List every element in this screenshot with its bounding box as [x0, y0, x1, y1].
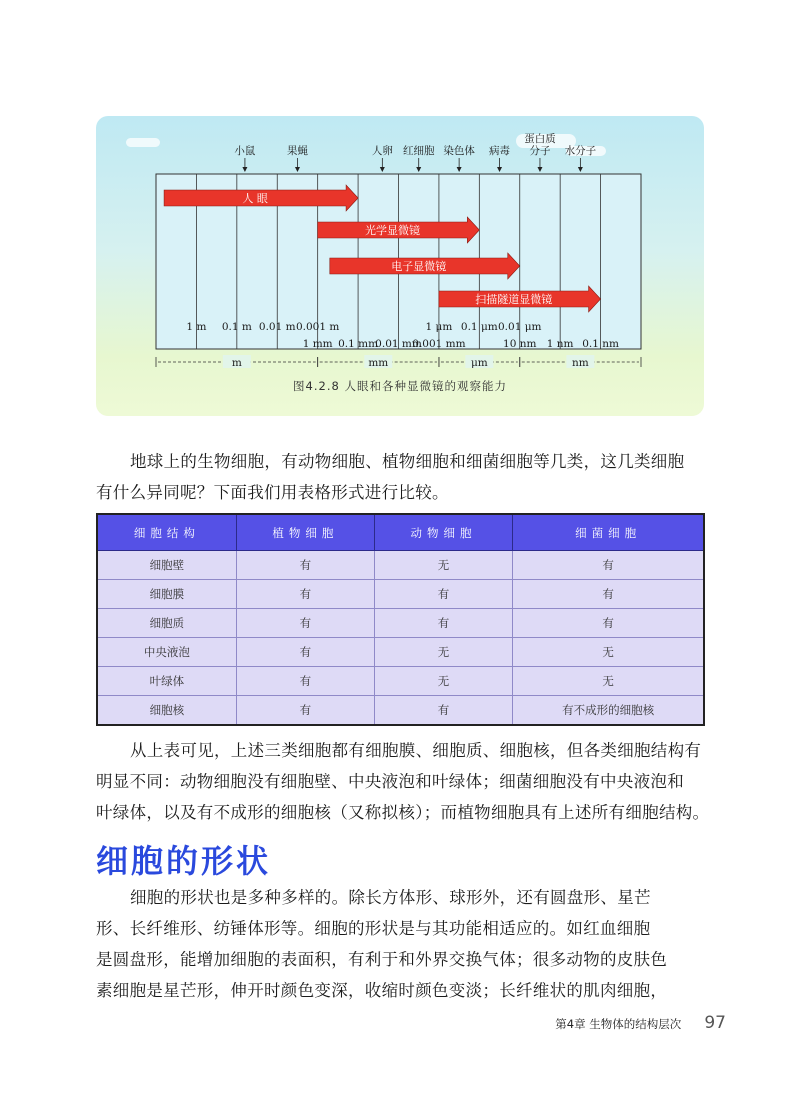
table-cell: 有: [374, 609, 512, 638]
scale-label-lower: 0.001 mm: [412, 338, 466, 350]
table-cell: 有: [513, 580, 704, 609]
range-label: 人 眼: [242, 192, 268, 205]
section-title: 细胞的形状: [96, 842, 272, 880]
summary-paragraph: [96, 735, 710, 828]
table-cell: 有: [236, 638, 374, 667]
summary-line: 明显不同：动物细胞没有细胞壁、中央液泡和叶绿体；细菌细胞没有中央液泡和: [96, 772, 684, 791]
scale-label-upper: 0.001 m: [295, 321, 340, 333]
shape-paragraph: [96, 882, 706, 1006]
table-cell: 细胞核: [97, 696, 236, 726]
object-label: 小鼠: [234, 145, 256, 157]
scale-label-lower: 0.01 mm: [375, 338, 422, 350]
object-tick-arrow: [457, 167, 462, 172]
summary-line: 从上表可见，上述三类细胞都有细胞膜、细胞质、细胞核，但各类细胞结构有: [130, 741, 702, 760]
object-label: 果蝇: [286, 145, 308, 157]
object-label: 蛋白质: [524, 133, 556, 145]
table-cell: 无: [374, 667, 512, 696]
table-cell: 细胞质: [97, 609, 236, 638]
table-row: [97, 609, 704, 638]
table-cell: 细胞壁: [97, 551, 236, 580]
scale-label-upper: 0.1 μm: [460, 321, 498, 333]
unit-label: μm: [470, 357, 488, 369]
scale-label-lower: 0.1 nm: [582, 338, 619, 350]
scale-label-upper: 1 m: [186, 321, 207, 333]
table-row: [97, 580, 704, 609]
object-tick-arrow: [578, 167, 583, 172]
object-tick-arrow: [416, 167, 421, 172]
table-cell: 有: [236, 551, 374, 580]
column-header: 动物细胞: [374, 514, 512, 551]
shape-line: 细胞的形状也是多种多样的。除长方体形、球形外，还有圆盘形、星芒: [130, 888, 651, 907]
scale-label-lower: 10 nm: [503, 338, 537, 350]
scale-label-upper: 0.01 μm: [498, 321, 542, 333]
table-cell: 有: [513, 609, 704, 638]
shape-line: 形、长纤维形、纺锤体形等。细胞的形状是与其功能相适应的。如红血细胞: [96, 919, 651, 938]
table-cell: 有: [236, 667, 374, 696]
table-cell: 中央液泡: [97, 638, 236, 667]
table-cell: 细胞膜: [97, 580, 236, 609]
object-tick-arrow: [537, 167, 542, 172]
object-label: 分子: [529, 145, 551, 157]
scale-chart: [96, 116, 704, 416]
shape-line: 是圆盘形，能增加细胞的表面积，有利于和外界交换气体；很多动物的皮肤色: [96, 950, 668, 969]
object-tick-arrow: [380, 167, 385, 172]
table-header-row: [97, 514, 704, 551]
table-cell: 有: [374, 580, 512, 609]
unit-label: mm: [368, 357, 389, 369]
shape-line: 素细胞是星芒形，伸开时颜色变深，收缩时颜色变淡；长纤维状的肌肉细胞，: [96, 981, 668, 1000]
table-row: [97, 638, 704, 667]
scale-label-upper: 0.1 m: [221, 321, 252, 333]
table-cell: 无: [374, 638, 512, 667]
scale-label-upper: 0.01 m: [258, 321, 296, 333]
range-label: 扫描隧道显微镜: [475, 293, 553, 306]
figure-observation-ability: [96, 116, 704, 416]
object-label: 染色体: [443, 145, 475, 157]
chapter-label: 第4章 生物体的结构层次: [555, 1017, 682, 1031]
object-label: 病毒: [489, 145, 511, 157]
table-cell: 有不成形的细胞核: [513, 696, 704, 726]
table-cell: 无: [513, 667, 704, 696]
table-cell: 有: [236, 580, 374, 609]
page-footer: [555, 1013, 726, 1033]
range-label: 电子显微镜: [391, 260, 447, 273]
object-tick-arrow: [497, 167, 502, 172]
scale-label-lower: 1 mm: [302, 338, 333, 350]
unit-label: nm: [572, 357, 589, 369]
table-cell: 有: [236, 609, 374, 638]
scale-label-lower: 1 nm: [546, 338, 574, 350]
table-row: [97, 551, 704, 580]
object-label: 水分子: [564, 145, 597, 157]
figure-caption: 图4.2.8 人眼和各种显微镜的观察能力: [293, 379, 507, 393]
range-label: 光学显微镜: [365, 224, 420, 237]
column-header: 植物细胞: [236, 514, 374, 551]
cell-comparison-table: [96, 513, 705, 726]
summary-line: 叶绿体，以及有不成形的细胞核（又称拟核）；而植物细胞具有上述所有细胞结构。: [96, 803, 710, 822]
table-cell: 无: [374, 551, 512, 580]
object-label: 人卵: [371, 145, 393, 157]
object-tick-arrow: [295, 167, 300, 172]
object-tick-arrow: [242, 167, 247, 172]
intro-line: 地球上的生物细胞，有动物细胞、植物细胞和细菌细胞等几类，这几类细胞: [130, 452, 685, 471]
object-label: 红细胞: [402, 145, 435, 157]
unit-label: m: [231, 357, 242, 369]
intro-line: 有什么异同呢？下面我们用表格形式进行比较。: [96, 483, 449, 502]
scale-label-upper: 1 μm: [425, 321, 453, 333]
table-cell: 叶绿体: [97, 667, 236, 696]
page-number: 97: [704, 1013, 726, 1033]
column-header: 细胞结构: [97, 514, 236, 551]
table-cell: 有: [513, 551, 704, 580]
table-row: [97, 696, 704, 726]
column-header: 细菌细胞: [513, 514, 704, 551]
scale-label-lower: 0.1 mm: [338, 338, 379, 350]
table-row: [97, 667, 704, 696]
table-cell: 无: [513, 638, 704, 667]
table-cell: 有: [374, 696, 512, 726]
intro-paragraph: [96, 446, 706, 508]
table-cell: 有: [236, 696, 374, 726]
